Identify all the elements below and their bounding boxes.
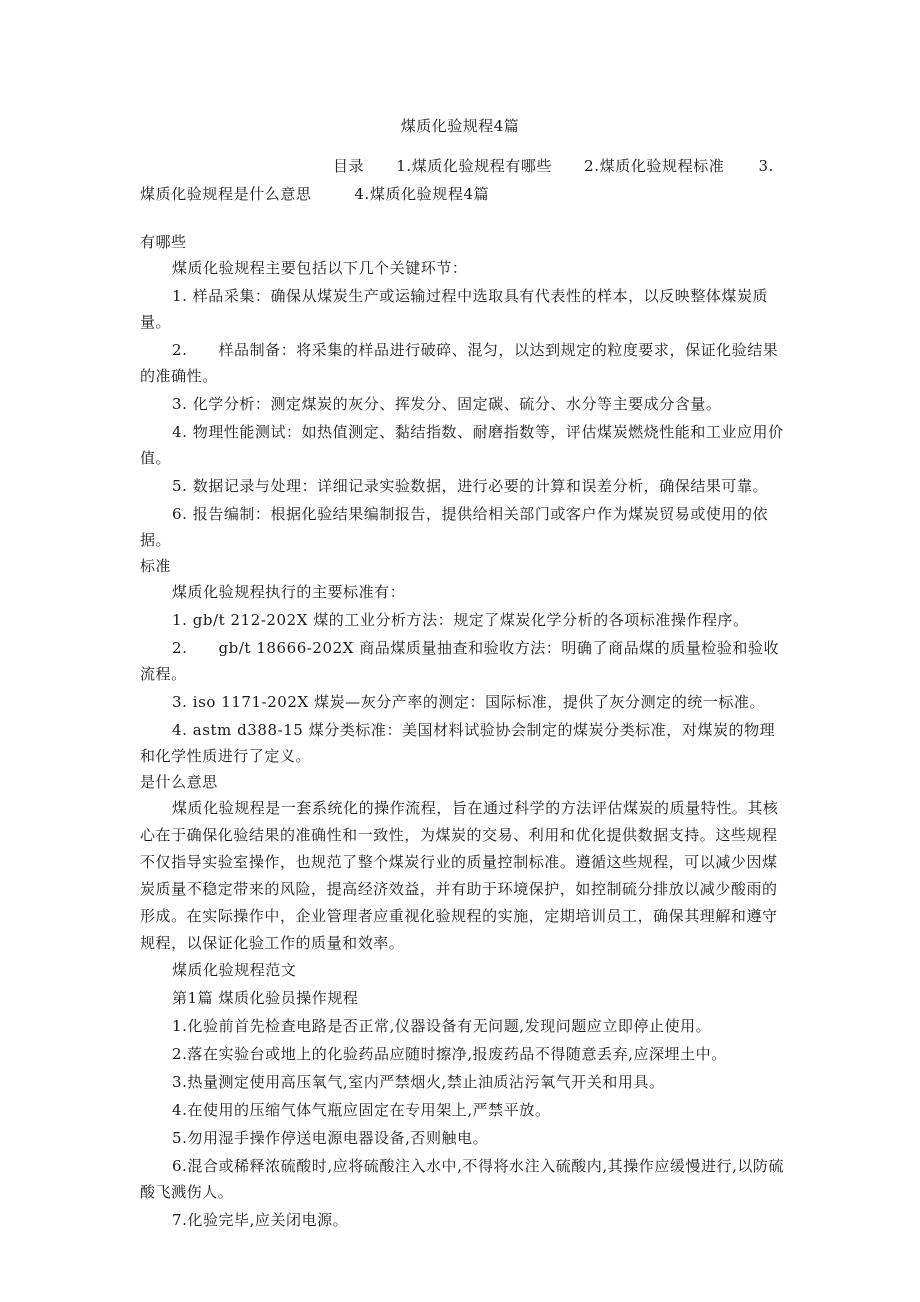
sample-subheading: 第1篇 煤质化验员操作规程	[172, 989, 359, 1007]
toc-label: 目录	[333, 157, 365, 175]
table-of-contents	[140, 152, 785, 208]
list-item: 1. 样品采集：确保从煤炭生产或运输过程中选取具有代表性的样本，以反映整体煤炭质量。	[140, 287, 769, 331]
list-item: 2. gb/t 18666-202X 商品煤质量抽查和验收方法：明确了商品煤的质量检验和验收流程。	[140, 639, 780, 683]
document-body	[140, 229, 785, 1233]
list-item: 5.勿用湿手操作停送电源电器设备,否则触电。	[172, 1129, 489, 1147]
toc-item-1: 1.煤质化验规程有哪些	[396, 157, 553, 175]
list-item: 1.化验前首先检查电路是否正常,仪器设备有无问题,发现问题应立即停止使用。	[172, 1017, 712, 1035]
meaning-paragraph: 煤质化验规程是一套系统化的操作流程，旨在通过科学的方法评估煤炭的质量特性。其核心在于确保化验结果的准确性和一致性，为煤炭的交易、利用和优化提供数据支持。这些规程不仅指导实验室操作，也规范了整个煤炭行业的质量控制标准。遵循这些规程，可以减少因煤炭质量不稳定带来的风险，提高经济效益，并有助于环境保护，如控制硫分排放以减少酸雨的形成。在实际操作中，企业管理者应重视化验规程的实施，定期培训员工，确保其理解和遵守规程，以保证化验工作的质量和效率。	[140, 799, 779, 952]
section-heading-standards: 标准	[140, 557, 172, 575]
section-heading-meaning: 是什么意思	[140, 773, 218, 791]
list-item: 4.在使用的压缩气体气瓶应固定在专用架上,严禁平放。	[172, 1101, 551, 1119]
list-item: 4. astm d388-15 煤分类标准：美国材料试验协会制定的煤炭分类标准，对煤炭的物理和化学性质进行了定义。	[140, 721, 776, 765]
section-heading-what: 有哪些	[140, 233, 187, 251]
toc-item-4: 4.煤质化验规程4篇	[354, 185, 490, 203]
list-item: 7.化验完毕,应关闭电源。	[172, 1211, 349, 1229]
list-item: 1. gb/t 212-202X 煤的工业分析方法：规定了煤炭化学分析的各项标准操作程序。	[172, 611, 749, 629]
section-heading-samples: 煤质化验规程范文	[172, 961, 297, 979]
toc-item-2: 2.煤质化验规程标准	[584, 157, 725, 175]
toc-item-3-number: 3.	[758, 157, 774, 175]
toc-item-3-text: 煤质化验规程是什么意思	[140, 185, 312, 203]
list-item: 5. 数据记录与处理：详细记录实验数据，进行必要的计算和误差分析，确保结果可靠。	[172, 477, 769, 495]
section-intro: 煤质化验规程主要包括以下几个关键环节：	[172, 259, 468, 277]
list-item: 3.热量测定使用高压氧气,室内严禁烟火,禁止油质沾污氧气开关和用具。	[172, 1073, 665, 1091]
list-item: 6. 报告编制：根据化验结果编制报告，提供给相关部门或客户作为煤炭贸易或使用的依据。	[140, 505, 769, 549]
list-item: 3. 化学分析：测定煤炭的灰分、挥发分、固定碳、硫分、水分等主要成分含量。	[172, 395, 722, 413]
toc-line-2	[140, 180, 785, 208]
list-item: 2. 样品制备：将采集的样品进行破碎、混匀，以达到规定的粒度要求，保证化验结果的准确性。	[140, 341, 779, 385]
list-item: 2.落在实验台或地上的化验药品应随时擦净,报废药品不得随意丢弃,应深埋土中。	[172, 1045, 727, 1063]
list-item: 3. iso 1171-202X 煤炭—灰分产率的测定：国际标准，提供了灰分测定的统一标准。	[172, 693, 765, 711]
document-title: 煤质化验规程4篇	[400, 117, 520, 135]
list-item: 4. 物理性能测试：如热值测定、黏结指数、耐磨指数等，评估煤炭燃烧性能和工业应用价值。	[140, 423, 784, 467]
toc-line-1	[140, 152, 785, 180]
list-item: 6.混合或稀释浓硫酸时,应将硫酸注入水中,不得将水注入硫酸内,其操作应缓慢进行,以防硫酸飞溅伤人。	[140, 1157, 785, 1201]
section-intro: 煤质化验规程执行的主要标准有：	[172, 583, 406, 601]
